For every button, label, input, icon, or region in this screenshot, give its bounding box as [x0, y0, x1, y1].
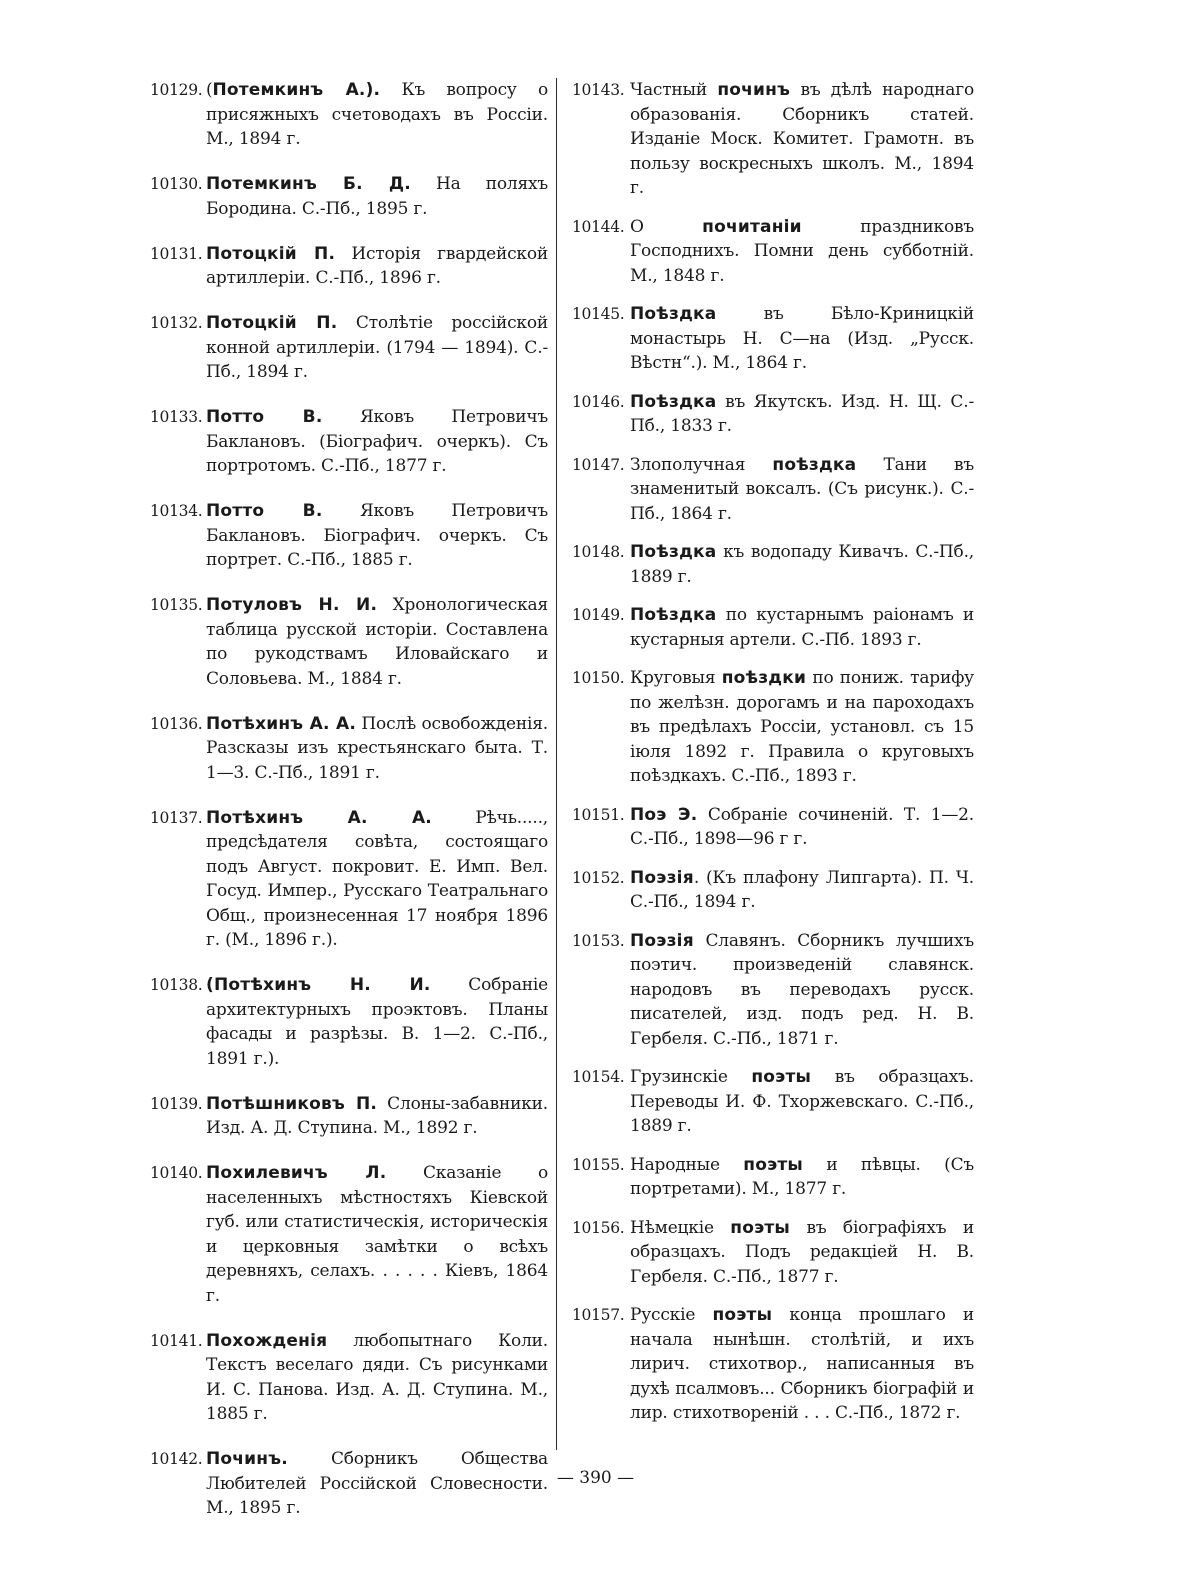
- entry-description: по пониж. тарифу по желѣзн. дорогамъ и на пароходахъ въ предѣлахъ Россіи, установл. съ 15 іюля 1892 г. Правила о круговыхъ поѣздкахъ. С.-Пб., 1893 г.: [630, 668, 974, 786]
- entry-description: Рѣчь....., предсѣдателя совѣта, состоящаго подъ Август. покровит. Е. Имп. Вел. Госуд. Импер., Русскаго Театральнаго Общ., произнесенная 17 ноября 1896 г. (М., 1896 г.).: [206, 807, 548, 950]
- entry-text: [630, 866, 974, 915]
- entry-description: Слоны-забавники. Изд. А. Д. Ступина. М., 1892 г.: [206, 1093, 548, 1138]
- entry-text: [206, 1329, 548, 1427]
- catalog-entry: [572, 78, 974, 201]
- entry-text: [630, 390, 974, 439]
- catalog-entry: [150, 1329, 548, 1427]
- entry-text: [630, 302, 974, 376]
- catalog-entry: [572, 666, 974, 789]
- entry-keyword: Починъ.: [206, 1449, 288, 1469]
- entry-prefix: Русскіе: [630, 1305, 713, 1325]
- entry-description: Къ вопросу о присяжныхъ счетоводахъ въ Россіи. М., 1894 г.: [206, 80, 548, 149]
- entry-number: 10145.: [572, 305, 625, 323]
- entry-text: [630, 78, 974, 201]
- entry-prefix: Злополучная: [630, 454, 773, 475]
- catalog-entry: [572, 603, 974, 652]
- entry-number: 10130.: [150, 175, 203, 193]
- catalog-entry: [150, 973, 548, 1071]
- entry-keyword: поэты: [751, 1067, 812, 1087]
- entry-number: 10142.: [150, 1450, 203, 1468]
- entry-text: [206, 1092, 548, 1141]
- entry-description: Сказаніе о населенныхъ мѣстностяхъ Кіевской губ. или статистическія, историческія и церковныя замѣтки о всѣхъ деревняхъ, селахъ. . . . . . Кіевъ, 1864 г.: [206, 1163, 548, 1306]
- catalog-entry: [572, 1303, 974, 1426]
- catalog-entry: [150, 172, 548, 221]
- entry-text: [206, 172, 548, 221]
- entry-keyword: Похилевичъ Л.: [206, 1163, 387, 1183]
- entry-number: 10151.: [572, 805, 625, 824]
- catalog-entry: [572, 1065, 974, 1139]
- entry-description: Яковъ Петровичъ Баклановъ. Біографич. очеркъ. Съ портрет. С.-Пб., 1885 г.: [206, 501, 548, 570]
- entry-number: 10135.: [150, 596, 203, 614]
- catalog-entry: [150, 1092, 548, 1141]
- catalog-entry: [572, 929, 974, 1052]
- entry-description: конца прошлаго и начала нынѣшн. столѣтій, и ихъ лирич. стихотвор., написанныя въ духѣ псалмовъ... Сборникъ біографій и лир. стихотвореній . . . С.-Пб., 1872 г.: [630, 1305, 974, 1423]
- entry-prefix: Грузинскіе: [630, 1067, 752, 1087]
- entry-text: [630, 1216, 974, 1290]
- entry-keyword: Поѣздка: [630, 542, 717, 562]
- entry-number: 10137.: [150, 808, 203, 827]
- catalog-entry: [150, 499, 548, 573]
- entry-description: и пѣвцы. (Съ портретами). М., 1877 г.: [630, 1154, 974, 1199]
- entry-text: [630, 929, 974, 1052]
- entry-number: 10144.: [572, 217, 625, 236]
- entry-description: Собраніе сочиненій. Т. 1—2. С.-Пб., 1898—96 г г.: [630, 804, 974, 849]
- entry-description: На поляхъ Бородина. С.-Пб., 1895 г.: [206, 174, 548, 219]
- entry-prefix: (: [206, 80, 213, 100]
- entry-description: въ Бѣло-Криницкій монастырь Н. С—на (Изд. „Русск. Вѣстн“.). М., 1864 г.: [630, 304, 974, 373]
- entry-keyword: Потоцкій П.: [206, 243, 336, 264]
- entry-text: [630, 803, 974, 852]
- entry-keyword: починъ: [717, 80, 791, 100]
- entry-description: Столѣтіе россійской конной артиллеріи. (1794 — 1894). С.-Пб., 1894 г.: [206, 313, 549, 382]
- catalog-entry: [150, 593, 548, 691]
- entry-keyword: Потѣхинъ А. А.: [206, 713, 356, 734]
- entry-description: къ водопаду Кивачъ. С.-Пб., 1889 г.: [630, 542, 974, 587]
- entry-number: 10148.: [572, 543, 625, 561]
- entry-keyword: поэты: [743, 1154, 803, 1175]
- entry-keyword: (Потѣхинъ Н. И.: [206, 975, 431, 995]
- entry-number: 10143.: [572, 81, 625, 99]
- entry-prefix: Круговыя: [630, 668, 722, 688]
- entry-prefix: О: [630, 216, 703, 237]
- entry-text: [206, 242, 548, 291]
- left-column: [150, 78, 548, 1541]
- entry-keyword: поэты: [730, 1217, 791, 1238]
- catalog-entry: [150, 1161, 548, 1308]
- catalog-entry: [572, 1216, 974, 1290]
- entry-text: [206, 593, 548, 691]
- entry-text: [206, 499, 548, 573]
- entry-keyword: Поѣздка: [630, 391, 717, 412]
- catalog-entry: [572, 540, 974, 589]
- entry-number: 10153.: [572, 931, 625, 950]
- entry-prefix: Частный: [630, 80, 718, 100]
- entry-number: 10138.: [150, 976, 203, 994]
- catalog-entry: [572, 390, 974, 439]
- catalog-entry: [572, 215, 974, 289]
- catalog-entry: [572, 453, 974, 527]
- entry-text: [630, 1153, 974, 1202]
- column-divider: [556, 78, 557, 1450]
- entry-keyword: почитаніи: [702, 216, 802, 237]
- entry-number: 10132.: [150, 314, 203, 332]
- entry-description: праздниковъ Господнихъ. Помни день субботній. М., 1848 г.: [630, 216, 974, 286]
- entry-keyword: Потоцкій П.: [206, 313, 338, 333]
- entry-number: 10139.: [150, 1094, 203, 1113]
- entry-number: 10149.: [572, 606, 625, 624]
- entry-description: любопытнаго Коли. Текстъ веселаго дяди. Съ рисунками И. С. Панова. Изд. А. Д. Ступина. М., 1885 г.: [206, 1330, 548, 1424]
- entry-number: 10155.: [572, 1155, 625, 1174]
- entry-number: 10147.: [572, 455, 625, 474]
- catalog-entry: [572, 1153, 974, 1202]
- entry-description: въ біографіяхъ и образцахъ. Подъ редакціей Н. В. Гербеля. С.-Пб., 1877 г.: [630, 1217, 974, 1287]
- entry-text: [630, 215, 974, 289]
- entry-text: [206, 712, 548, 786]
- entry-text: [206, 311, 548, 385]
- entry-keyword: поѣздки: [721, 668, 807, 688]
- catalog-entry: [572, 803, 974, 852]
- catalog-entry: [150, 806, 548, 953]
- entry-description: Славянъ. Сборникъ лучшихъ поэтич. произведеній славянск. народовъ въ переводахъ русск. писателей, изд. подъ ред. Н. В. Гербеля. С.-Пб., 1871 г.: [630, 930, 974, 1049]
- entry-number: 10136.: [150, 714, 203, 733]
- entry-text: [206, 78, 548, 152]
- entry-number: 10146.: [572, 392, 625, 411]
- entry-number: 10129.: [150, 81, 203, 99]
- entry-keyword: Похожденія: [206, 1330, 328, 1351]
- entry-text: [630, 1303, 974, 1426]
- entry-text: [630, 666, 974, 789]
- entry-number: 10152.: [572, 868, 625, 887]
- entry-prefix: Нѣмецкіе: [630, 1217, 731, 1238]
- entry-keyword: поѣздка: [772, 454, 857, 475]
- entry-description: Сборникъ Общества Любителей Россійской Словесности. М., 1895 г.: [206, 1449, 548, 1518]
- entry-number: 10157.: [572, 1306, 625, 1324]
- entry-text: [206, 806, 548, 953]
- entry-description: Исторія гвардейской артиллеріи. С.-Пб., 1896 г.: [206, 243, 549, 288]
- entry-keyword: поэты: [712, 1305, 773, 1325]
- entry-text: [206, 1161, 548, 1308]
- entry-description: Хронологическая таблица русской исторіи. Составлена по рукодствамъ Иловайскаго и Соловьева. М., 1884 г.: [206, 595, 548, 689]
- entry-description: въ образцахъ. Переводы И. Ф. Тхоржевскаго. С.-Пб., 1889 г.: [630, 1067, 974, 1136]
- entry-keyword: Поэ Э.: [630, 804, 698, 825]
- entry-text: [630, 540, 974, 589]
- entry-description: Собраніе архитектурныхъ проэктовъ. Планы фасады и разрѣзы. В. 1—2. С.-Пб., 1891 г.).: [206, 975, 548, 1069]
- entry-keyword: Потемкинъ А.).: [212, 80, 381, 100]
- entry-prefix: Народные: [630, 1154, 744, 1175]
- entry-text: [206, 973, 548, 1071]
- entry-description: Послѣ освобожденія. Разсказы изъ крестьянскаго быта. Т. 1—3. С.-Пб., 1891 г.: [206, 713, 548, 783]
- entry-description: въ дѣлѣ народнаго образованія. Сборникъ статей. Изданіе Моск. Комитет. Грамотн. въ пользу воскресныхъ школъ. М., 1894 г.: [630, 80, 974, 198]
- entry-text: [630, 453, 974, 527]
- catalog-entry: [572, 302, 974, 376]
- entry-keyword: Потуловъ Н. И.: [206, 595, 378, 615]
- catalog-entry: [150, 311, 548, 385]
- entry-keyword: Потто В.: [206, 407, 323, 427]
- catalog-entry: [572, 866, 974, 915]
- entry-description: въ Якутскъ. Изд. Н. Щ. С.-Пб., 1833 г.: [630, 391, 974, 436]
- entry-keyword: Потемкинъ Б. Д.: [206, 174, 411, 194]
- entry-keyword: Поэзія: [630, 867, 694, 888]
- entry-description: Тани въ знаменитый воксалъ. (Съ рисунк.). С.-Пб., 1864 г.: [630, 454, 974, 524]
- entry-description: Яковъ Петровичъ Баклановъ. (Біографич. очеркъ). Съ портротомъ. С.-Пб., 1877 г.: [206, 407, 548, 476]
- entry-keyword: Поэзія: [630, 930, 694, 951]
- entry-number: 10154.: [572, 1068, 625, 1086]
- page-number: — 390 —: [556, 1468, 635, 1488]
- entry-keyword: Потѣшниковъ П.: [206, 1093, 378, 1114]
- entry-number: 10140.: [150, 1164, 203, 1182]
- entry-description: по кустарнымъ раіонамъ и кустарныя артели. С.-Пб. 1893 г.: [630, 605, 974, 650]
- entry-text: [206, 405, 548, 479]
- entry-keyword: Поѣздка: [630, 605, 717, 625]
- catalog-entry: [150, 242, 548, 291]
- entry-description: . (Къ плафону Липгарта). П. Ч. С.-Пб., 1894 г.: [630, 867, 974, 912]
- entry-keyword: Потѣхинъ А. А.: [206, 807, 432, 828]
- entry-keyword: Потто В.: [206, 501, 323, 521]
- right-column: [572, 78, 974, 1440]
- entry-number: 10150.: [572, 669, 625, 687]
- entry-keyword: Поѣздка: [630, 304, 717, 324]
- entry-number: 10133.: [150, 408, 203, 426]
- catalog-entry: [150, 405, 548, 479]
- entry-number: 10134.: [150, 502, 203, 520]
- entry-number: 10141.: [150, 1331, 203, 1350]
- entry-number: 10131.: [150, 244, 203, 263]
- entry-number: 10156.: [572, 1218, 625, 1237]
- catalog-entry: [150, 712, 548, 786]
- entry-text: [630, 603, 974, 652]
- entry-text: [630, 1065, 974, 1139]
- catalog-entry: [150, 78, 548, 152]
